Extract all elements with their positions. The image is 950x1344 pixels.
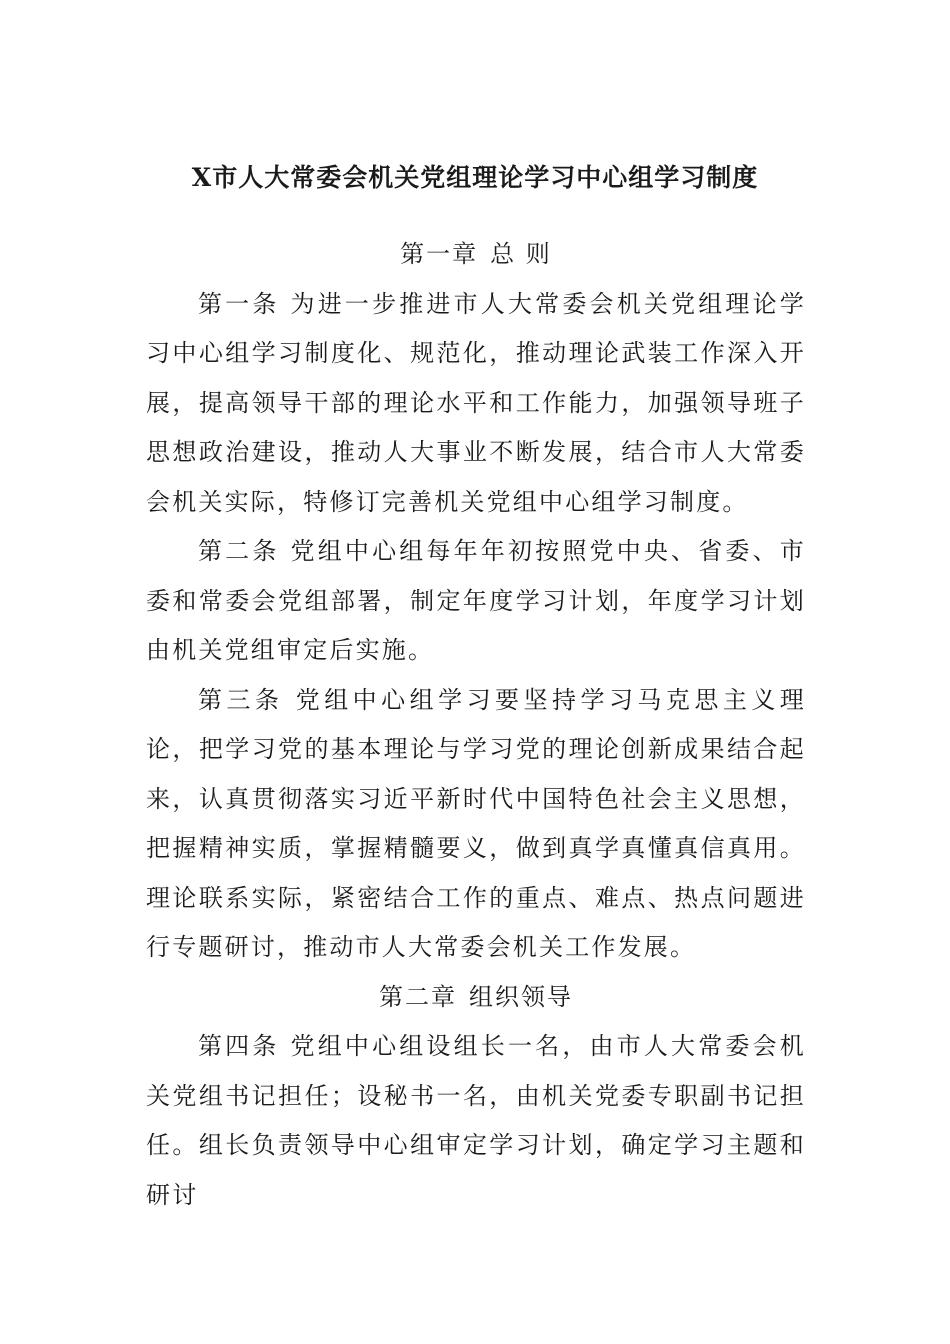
article-text: 党组中心组每年年初按照党中央、省委、市委和常委会党组部署，制定年度学习计划，年度学习计划由机关党组审定后实施。 bbox=[146, 537, 806, 664]
article-3 bbox=[146, 676, 806, 973]
article-number: 第三条 bbox=[198, 685, 284, 714]
chapter-1 bbox=[146, 230, 806, 973]
chapter-number: 第一章 bbox=[400, 240, 479, 268]
article-number: 第四条 bbox=[198, 1032, 280, 1060]
article-text: 为进一步推进市人大常委会机关党组理论学习中心组学习制度化、规范化，推动理论武装工作深入开展，提高领导干部的理论水平和工作能力，加强领导班子思想政治建设，推动人大事业不断发展，结合市人大常委会机关实际，特修订完善机关党组中心组学习制度。 bbox=[146, 289, 806, 516]
chapter-heading bbox=[146, 973, 806, 1023]
article-number: 第一条 bbox=[198, 289, 280, 318]
document-body bbox=[146, 230, 806, 1220]
chapter-name: 组织领导 bbox=[469, 982, 573, 1011]
document-title: X市人大常委会机关党组理论学习中心组学习制度 bbox=[191, 163, 759, 192]
article-text: 党组中心组设组长一名，由市人大常委会机关党组书记担任；设秘书一名，由机关党委专职副书记担任。组长负责领导中心组审定学习计划，确定学习主题和研讨 bbox=[146, 1032, 806, 1209]
article-2 bbox=[146, 527, 806, 676]
article-1 bbox=[146, 280, 806, 528]
chapter-heading bbox=[146, 230, 806, 280]
chapter-2 bbox=[146, 973, 806, 1221]
article-4 bbox=[146, 1022, 806, 1220]
chapter-name: 总 则 bbox=[490, 240, 552, 268]
article-text: 党组中心组学习要坚持学习马克思主义理论，把学习党的基本理论与学习党的理论创新成果结合起来，认真贯彻落实习近平新时代中国特色社会主义思想，把握精神实质，掌握精髓要义，做到真学真懂真信真用。理论联系实际，紧密结合工作的重点、难点、热点问题进行专题研讨，推动市人大常委会机关工作发展。 bbox=[146, 685, 806, 961]
article-number: 第二条 bbox=[198, 537, 280, 565]
chapter-number: 第二章 bbox=[379, 982, 457, 1011]
